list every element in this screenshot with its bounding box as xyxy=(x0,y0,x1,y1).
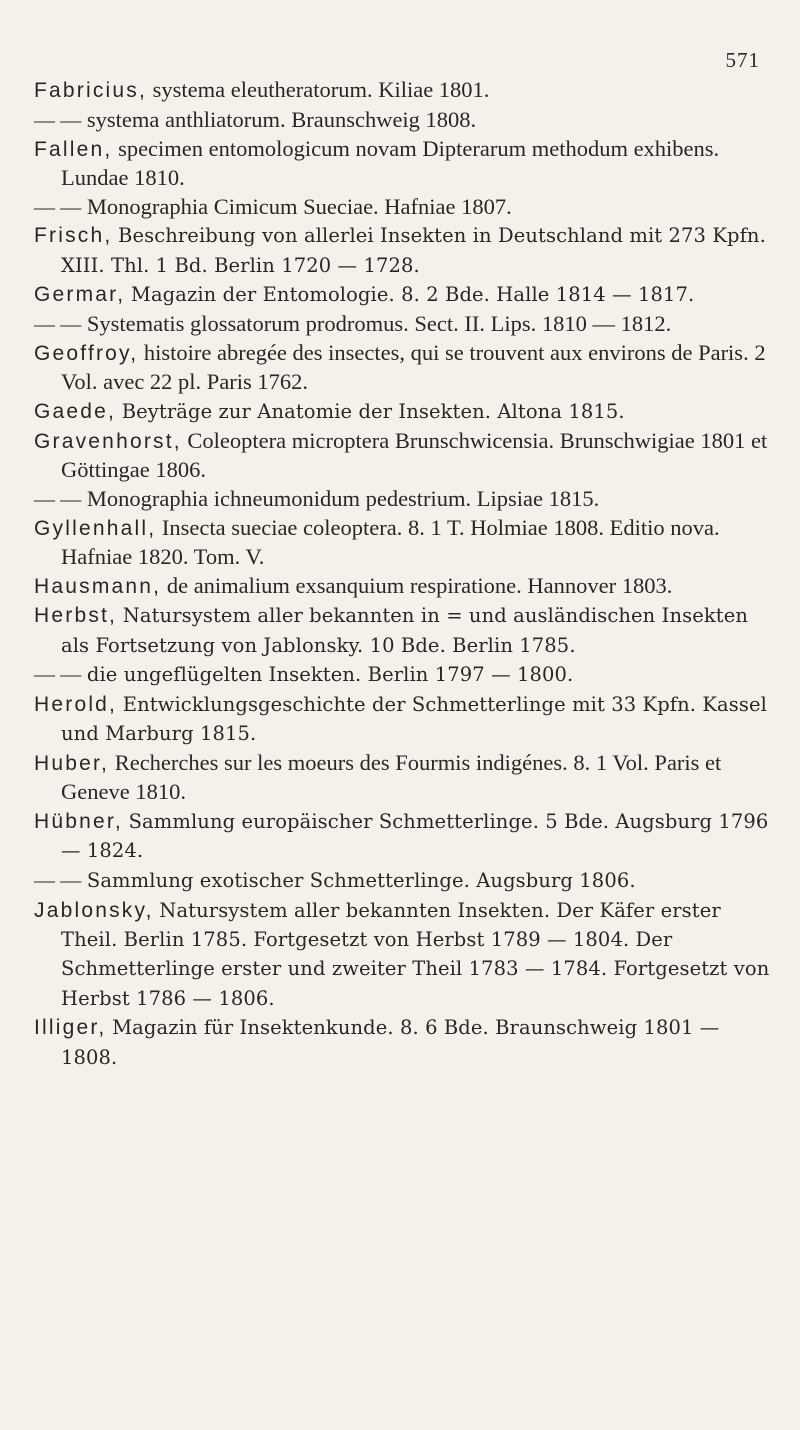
bibliography-entry xyxy=(34,427,774,484)
bibliography-entry xyxy=(34,601,774,659)
bibliography-entry xyxy=(34,76,774,105)
entry-author: Jablonsky, xyxy=(34,898,154,922)
entry-text: Sammlung europäischer Schmetterlinge. 5 Bde. Augsburg 1796 — 1824. xyxy=(61,810,769,863)
entry-author: Geoffroy, xyxy=(34,341,139,365)
entry-text: de animalium exsanquium respiratione. Hannover 1803. xyxy=(166,572,673,598)
entry-text: Systematis glossatorum prodromus. Sect. II. Lips. 1810 — 1812. xyxy=(86,311,672,337)
bibliography-entry xyxy=(34,749,774,806)
entry-author: Huber, xyxy=(34,752,110,776)
bibliography-entry xyxy=(34,807,774,865)
entry-author: Hausmann, xyxy=(34,574,162,598)
entry-author: — — xyxy=(34,486,82,511)
entry-author: Hübner, xyxy=(34,810,123,834)
entry-text: Monographia ichneumonidum pedestrium. Lipsiae 1815. xyxy=(86,485,600,511)
entry-author: Herbst, xyxy=(34,604,118,628)
entry-author: — — xyxy=(34,868,82,893)
entry-author: — — xyxy=(34,107,82,132)
bibliography-entry xyxy=(34,660,774,689)
entry-text: Magazin der Entomologie. 8. 2 Bde. Halle 1814 — 1817. xyxy=(130,283,695,307)
bibliography-entry xyxy=(34,193,774,221)
entry-text: histoire abregée des insectes, qui se trouvent aux environs de Paris. 2 Vol. avec 22 pl. Paris 1762. xyxy=(61,339,766,395)
entry-text: Recherches sur les moeurs des Fourmis indigénes. 8. 1 Vol. Paris et Geneve 1810. xyxy=(61,750,722,805)
bibliography-entry xyxy=(34,280,774,309)
bibliography-list xyxy=(34,76,774,1072)
entry-text: Entwicklungsgeschichte der Schmetterlinge mit 33 Kpfn. Kassel und Marburg 1815. xyxy=(61,693,767,746)
bibliography-entry xyxy=(34,221,774,279)
entry-text: Insecta sueciae coleoptera. 8. 1 T. Holmiae 1808. Editio nova. Hafniae 1820. Tom. V. xyxy=(61,514,720,569)
entry-author: Fabricius, xyxy=(34,79,148,102)
entry-author: Fallen, xyxy=(34,137,113,161)
entry-text: Beschreibung von allerlei Insekten in Deutschland mit 273 Kpfn. XIII. Thl. 1 Bd. Berlin 1720 — 1728. xyxy=(61,224,766,277)
bibliography-entry xyxy=(34,896,774,1013)
bibliography-entry xyxy=(34,690,774,748)
entry-text: systema eleutheratorum. Kiliae 1801. xyxy=(152,77,490,102)
bibliography-entry xyxy=(34,572,774,601)
entry-author: — — xyxy=(34,312,82,337)
page-number: 571 xyxy=(725,48,760,72)
entry-text: Beyträge zur Anatomie der Insekten. Altona 1815. xyxy=(121,399,625,423)
entry-author: Gaede, xyxy=(34,399,117,423)
entry-text: Coleoptera microptera Brunschwicensia. Brunschwigiae 1801 et Göttingae 1806. xyxy=(61,427,768,482)
bibliography-entry xyxy=(34,514,774,571)
entry-text: specimen entomologicum novam Dipterarum methodum exhibens. Lundae 1810. xyxy=(61,135,720,190)
bibliography-entry xyxy=(34,485,774,513)
bibliography-entry xyxy=(34,310,774,338)
entry-text: Natursystem aller bekannten in = und ausländischen Insekten als Fortsetzung von Jablonsky. 10 Bde. Berlin 1785. xyxy=(61,604,749,657)
entry-text: Monographia Cimicum Sueciae. Hafniae 1807. xyxy=(86,193,512,219)
bibliography-entry xyxy=(34,1013,774,1071)
entry-text: die ungeflügelten Insekten. Berlin 1797 — 1800. xyxy=(86,663,574,687)
entry-text: Magazin für Insektenkunde. 8. 6 Bde. Braunschweig 1801 — 1808. xyxy=(61,1016,720,1069)
bibliography-entry xyxy=(34,135,774,192)
bibliography-entry xyxy=(34,866,774,895)
entry-text: systema anthliatorum. Braunschweig 1808. xyxy=(86,106,477,132)
entry-author: Illiger, xyxy=(34,1016,107,1040)
entry-author: Frisch, xyxy=(34,224,113,248)
entry-author: Gyllenhall, xyxy=(34,516,157,540)
entry-author: — — xyxy=(34,662,82,687)
entry-author: Germar, xyxy=(34,283,126,307)
bibliography-entry xyxy=(34,106,774,134)
bibliography-entry xyxy=(34,339,774,396)
entry-author: Gravenhorst, xyxy=(34,429,182,453)
entry-text: Sammlung exotischer Schmetterlinge. Augsburg 1806. xyxy=(86,869,636,893)
entry-author: — — xyxy=(34,194,82,219)
bibliography-entry xyxy=(34,397,774,426)
entry-text: Natursystem aller bekannten Insekten. Der Käfer erster Theil. Berlin 1785. Fortgesetzt von Herbst 1789 — 1804. Der Schmetterlinge erster und zweiter Theil 1783 — 1784. Fortgesetzt von Herbst 1786 — 1806. xyxy=(61,898,770,1010)
entry-author: Herold, xyxy=(34,693,118,717)
